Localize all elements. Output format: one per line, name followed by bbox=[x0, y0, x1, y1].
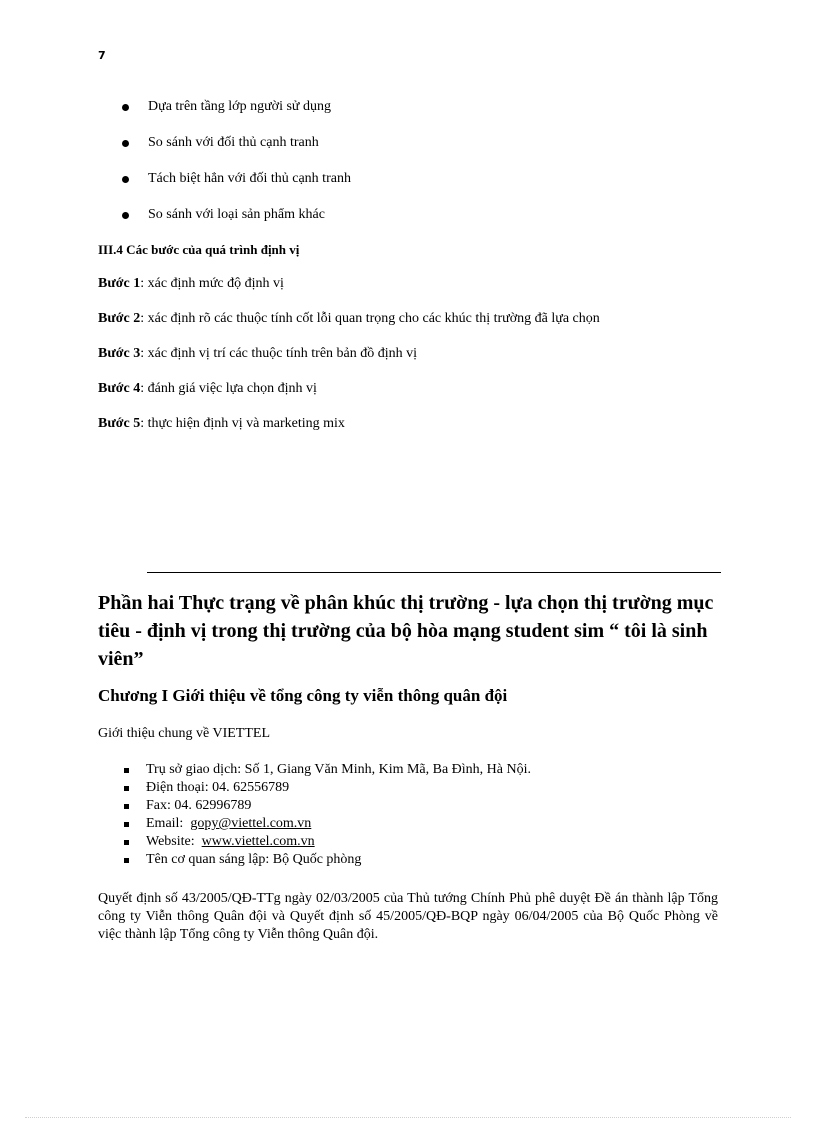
step-text: : xác định vị trí các thuộc tính trên bản đồ định vị bbox=[140, 346, 418, 361]
step-item bbox=[98, 379, 600, 414]
email-label: Email: bbox=[146, 816, 184, 831]
email-link[interactable]: gopy@viettel.com.vn bbox=[190, 816, 312, 831]
step-text: : xác định rõ các thuộc tính cốt lỗi quan trọng cho các khúc thị trường đã lựa chọn bbox=[140, 311, 600, 326]
company-info-list bbox=[124, 761, 531, 869]
square-bullet-icon bbox=[124, 858, 129, 863]
steps-list bbox=[98, 274, 600, 449]
bullet-dot-icon bbox=[122, 176, 129, 183]
list-item bbox=[122, 169, 351, 205]
square-bullet-icon bbox=[124, 804, 129, 809]
list-item bbox=[122, 133, 351, 169]
step-label: Bước 5 bbox=[98, 416, 141, 431]
fax-text: Fax: 04. 62996789 bbox=[146, 798, 252, 813]
intro-text: Giới thiệu chung về VIETTEL bbox=[98, 726, 270, 741]
step-text: : đánh giá việc lựa chọn định vị bbox=[140, 381, 317, 396]
section-heading: III.4 Các bước của quá trình định vị bbox=[98, 242, 300, 257]
founder-text: Tên cơ quan sáng lập: Bộ Quốc phòng bbox=[146, 852, 362, 867]
page-number: 7 bbox=[98, 49, 106, 62]
step-item bbox=[98, 344, 600, 379]
square-bullet-icon bbox=[124, 840, 129, 845]
step-label: Bước 3 bbox=[98, 346, 141, 361]
chapter-title: Chương I Giới thiệu về tổng công ty viễn thông quân đội bbox=[98, 686, 508, 705]
website-link[interactable]: www.viettel.com.vn bbox=[201, 834, 315, 849]
step-item bbox=[98, 274, 600, 309]
phone-text: Điện thoại: 04. 62556789 bbox=[146, 780, 290, 795]
square-bullet-icon bbox=[124, 822, 129, 827]
list-item bbox=[124, 851, 531, 869]
list-item bbox=[124, 833, 531, 851]
square-bullet-icon bbox=[124, 768, 129, 773]
step-text: : thực hiện định vị và marketing mix bbox=[140, 416, 345, 431]
list-item-text: So sánh với đối thủ cạnh tranh bbox=[148, 135, 319, 150]
bullet-dot-icon bbox=[122, 104, 129, 111]
positioning-bullet-list bbox=[122, 97, 351, 241]
step-label: Bước 1 bbox=[98, 276, 141, 291]
step-text: : xác định mức độ định vị bbox=[140, 276, 284, 291]
list-item bbox=[124, 797, 531, 815]
bullet-dot-icon bbox=[122, 212, 129, 219]
bullet-dot-icon bbox=[122, 140, 129, 147]
step-item bbox=[98, 309, 600, 344]
step-label: Bước 2 bbox=[98, 311, 141, 326]
step-label: Bước 4 bbox=[98, 381, 141, 396]
list-item-text: Tách biệt hẳn với đối thủ cạnh tranh bbox=[148, 171, 351, 186]
list-item bbox=[124, 815, 531, 833]
square-bullet-icon bbox=[124, 786, 129, 791]
list-item bbox=[124, 761, 531, 779]
list-item bbox=[124, 779, 531, 797]
part-title: Phần hai Thực trạng về phân khúc thị trường - lựa chọn thị trường mục tiêu - định vị trong thị trường của bộ hòa mạng student sim “ tôi là sinh viên” bbox=[98, 592, 714, 670]
decision-paragraph: Quyết định số 43/2005/QĐ-TTg ngày 02/03/2005 của Thủ tướng Chính Phủ phê duyệt Đề án thành lập Tổng công ty Viễn thông Quân đội và Quyết định số 45/2005/QĐ-BQP ngày 06/04/2005 của Bộ Quốc Phòng về việc thành lập Tổng công ty Viễn thông Quân đội. bbox=[98, 891, 718, 942]
horizontal-divider bbox=[147, 572, 721, 573]
address-text: Trụ sở giao dịch: Số 1, Giang Văn Minh, Kim Mã, Ba Đình, Hà Nội. bbox=[146, 762, 532, 777]
step-item bbox=[98, 414, 600, 449]
list-item-text: Dựa trên tầng lớp người sử dụng bbox=[148, 99, 331, 114]
website-label: Website: bbox=[146, 834, 195, 849]
list-item-text: So sánh với loại sản phẩm khác bbox=[148, 207, 325, 222]
list-item bbox=[122, 97, 351, 133]
page-bottom-border bbox=[25, 1117, 791, 1118]
list-item bbox=[122, 205, 351, 241]
